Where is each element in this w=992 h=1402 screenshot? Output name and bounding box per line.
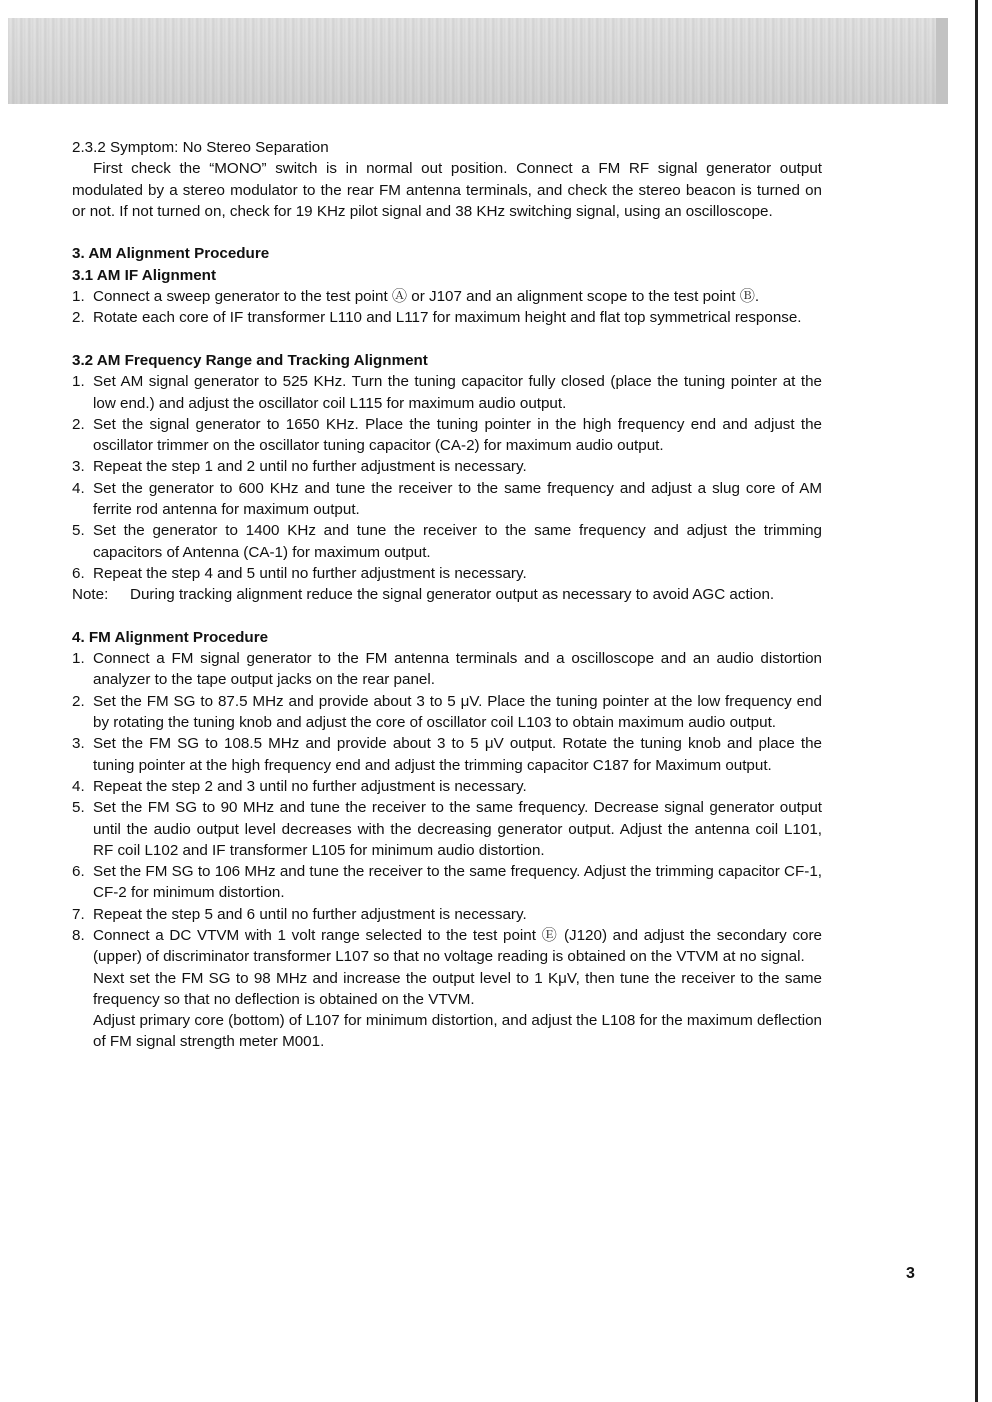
spacer bbox=[72, 222, 822, 243]
spacer bbox=[72, 329, 822, 350]
step8-part2: Next set the FM SG to 98 MHz and increase the output level to 1 KμV, then tune the receiver to the same frequency so that no deflection is obtained on the VTVM. bbox=[93, 969, 822, 1008]
fm-alignment-steps bbox=[72, 648, 822, 1053]
section-2-3-2-heading: 2.3.2 Symptom: No Stereo Separation bbox=[72, 139, 329, 156]
list-item: 2. Set the signal generator to 1650 KHz. Place the tuning pointer in the high frequency end and adjust the oscillator trimmer on the oscillator tuning capacitor (CA-2) for maximum audio output. bbox=[72, 415, 822, 455]
list-item: 1. Set AM signal generator to 525 KHz. Turn the tuning capacitor fully closed (place the tuning pointer at the low end.) and adjust the oscillator coil L115 for maximum audio output. bbox=[72, 373, 822, 412]
list-item: 2. Set the FM SG to 87.5 MHz and provide about 3 to 5 μV. Place the tuning pointer at the low frequency end by rotating the tuning knob and adjust the core of oscillator coil L103 to obtain maximum audio output. bbox=[72, 692, 822, 732]
document-body bbox=[72, 137, 822, 1053]
list-item: 4. Repeat the step 2 and 3 until no further adjustment is necessary. bbox=[72, 777, 527, 795]
list-item: 7. Repeat the step 5 and 6 until no further adjustment is necessary. bbox=[72, 905, 527, 923]
list-item: 3. Repeat the step 1 and 2 until no further adjustment is necessary. bbox=[72, 458, 527, 476]
list-item: 5. Set the generator to 1400 KHz and tune the receiver to the same frequency and adjust the trimming capacitors of Antenna (CA-1) for maximum output. bbox=[72, 522, 822, 561]
list-item: 8. Connect a DC VTVM with 1 volt range selected to the test point Ⓔ (J120) and adjust the secondary core (upper) of discriminator transformer L107 so that no voltage reading is obtained on the VTVM at no signal. Next set the FM SG to 98 MHz and increase the output level to 1 KμV, then tune the receiver to the same frequency so that no deflection is obtained on the VTVM. Adjust primary core (bottom) of L107 for minimum distortion, and adjust the L108 for the maximum deflection of FM signal strength meter M001. bbox=[72, 925, 822, 1053]
list-item: 1. Connect a sweep generator to the test point Ⓐ or J107 and an alignment scope to the test point Ⓑ. bbox=[72, 288, 760, 306]
spacer bbox=[72, 606, 822, 627]
section-3-1-heading: 3.1 AM IF Alignment bbox=[72, 266, 217, 284]
list-item: 6. Set the FM SG to 106 MHz and tune the receiver to the same frequency. Adjust the trimming capacitor CF-1, CF-2 for minimum distortion. bbox=[72, 863, 822, 902]
list-item: 4. Set the generator to 600 KHz and tune the receiver to the same frequency and adjust a slug core of AM ferrite rod antenna for maximum output. bbox=[72, 479, 822, 519]
step8-part1: Connect a DC VTVM with 1 volt range selected to the test point Ⓔ (J120) and adjust the secondary core (upper) of discriminator transformer L107 so that no voltage reading is obtained on the VTVM at no signal. bbox=[93, 926, 822, 966]
list-item: 1. Connect a FM signal generator to the FM antenna terminals and a oscilloscope and an audio distortion analyzer to the tape output jacks on the rear panel. bbox=[72, 650, 822, 689]
section-3-heading: 3. AM Alignment Procedure bbox=[72, 245, 270, 263]
am-if-steps bbox=[72, 286, 822, 329]
section-4-heading: 4. FM Alignment Procedure bbox=[72, 628, 269, 646]
step8-part3: Adjust primary core (bottom) of L107 for minimum distortion, and adjust the L108 for the maximum deflection of FM signal strength meter M001. bbox=[93, 1012, 822, 1051]
list-item: 6. Repeat the step 4 and 5 until no further adjustment is necessary. bbox=[72, 564, 527, 582]
scan-artifact-band bbox=[8, 18, 948, 104]
list-item: 5. Set the FM SG to 90 MHz and tune the receiver to the same frequency. Decrease signal generator output until the audio output level decreases with the decreasing generator output. Adjust the antenna coil L101, RF coil L102 and IF transformer L105 for minimum audio distortion. bbox=[72, 799, 822, 859]
page-edge-line bbox=[975, 0, 978, 1402]
note-label: Note: bbox=[72, 586, 109, 604]
list-item: 3. Set the FM SG to 108.5 MHz and provide about 3 to 5 μV output. Rotate the tuning knob and place the tuning pointer at the high frequency end and adjust the trimming capacitor C187 for Maximum output. bbox=[72, 735, 822, 774]
section-3-2-heading: 3.2 AM Frequency Range and Tracking Alignment bbox=[72, 351, 428, 369]
page-number: 3 bbox=[906, 1265, 915, 1282]
am-tracking-steps bbox=[72, 371, 822, 584]
tracking-note bbox=[72, 584, 822, 605]
list-item: 2. Rotate each core of IF transformer L110 and L117 for maximum height and flat top symmetrical response. bbox=[72, 309, 802, 327]
section-2-3-2-body: First check the “MONO” switch is in normal out position. Connect a FM RF signal generator output modulated by a stereo modulator to the rear FM antenna terminals, and check the stereo beacon is turned on or not. If not turned on, check for 19 KHz pilot signal and 38 KHz switching signal, using an oscilloscope. bbox=[72, 160, 822, 220]
note-text: During tracking alignment reduce the signal generator output as necessary to avoid AGC action. bbox=[130, 586, 775, 604]
